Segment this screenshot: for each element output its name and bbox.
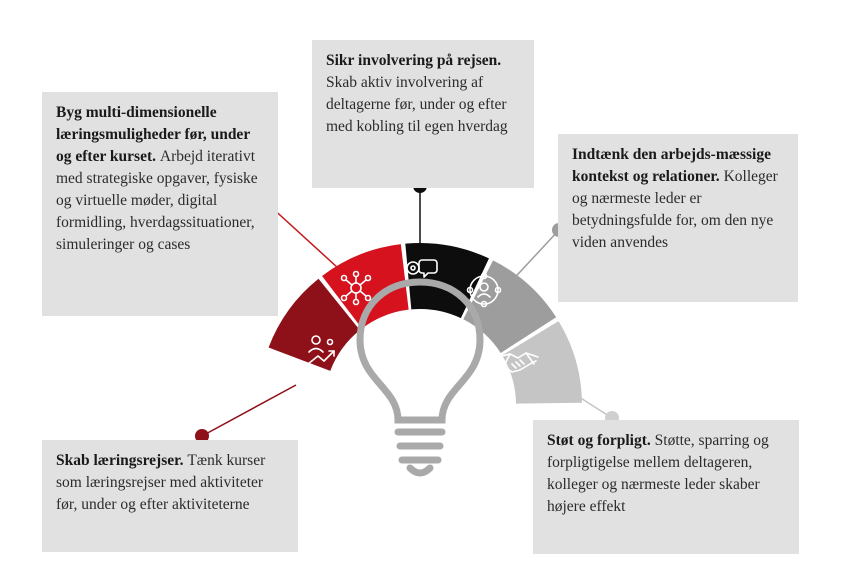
arc-segments bbox=[269, 243, 582, 404]
box-title: Sikr involvering på rejsen. bbox=[326, 52, 502, 69]
box-title: Byg multi-dimensionelle læringsmuligheder før, under og efter kurset. bbox=[56, 104, 250, 165]
box-body: Arbejd iterativt med strategiske opgaver, fysiske og virtuelle møder, digital formidling, hverdagssituationer, simuleringer og cases bbox=[56, 148, 258, 253]
box-body: Støtte, sparring og forpligtigelse mellem deltageren, kolleger og nærmeste leder skaber højere effekt bbox=[547, 432, 769, 515]
box-body: Skab aktiv involvering af deltagerne før, under og efter med kobling til egen hverdag bbox=[326, 74, 508, 135]
text-box-multi-dimensional bbox=[42, 92, 278, 316]
text-box-support-commit bbox=[533, 420, 799, 554]
box-title: Skab læringsrejser. bbox=[56, 452, 188, 469]
text-box-work-context bbox=[558, 134, 798, 302]
box-body: Tænk kurser som læringsrejser med aktiviteter før, under og efter aktiviteterne bbox=[56, 452, 266, 513]
box-title: Indtænk den arbejds-mæssige kontekst og relationer. bbox=[572, 146, 771, 185]
text-box-involvement bbox=[312, 40, 534, 188]
box-body: Kolleger og nærmeste leder er betydningsfulde for, om den nye viden anvendes bbox=[572, 168, 778, 251]
box-title: Støt og forpligt. bbox=[547, 432, 655, 449]
text-box-learning-journeys bbox=[42, 440, 298, 552]
